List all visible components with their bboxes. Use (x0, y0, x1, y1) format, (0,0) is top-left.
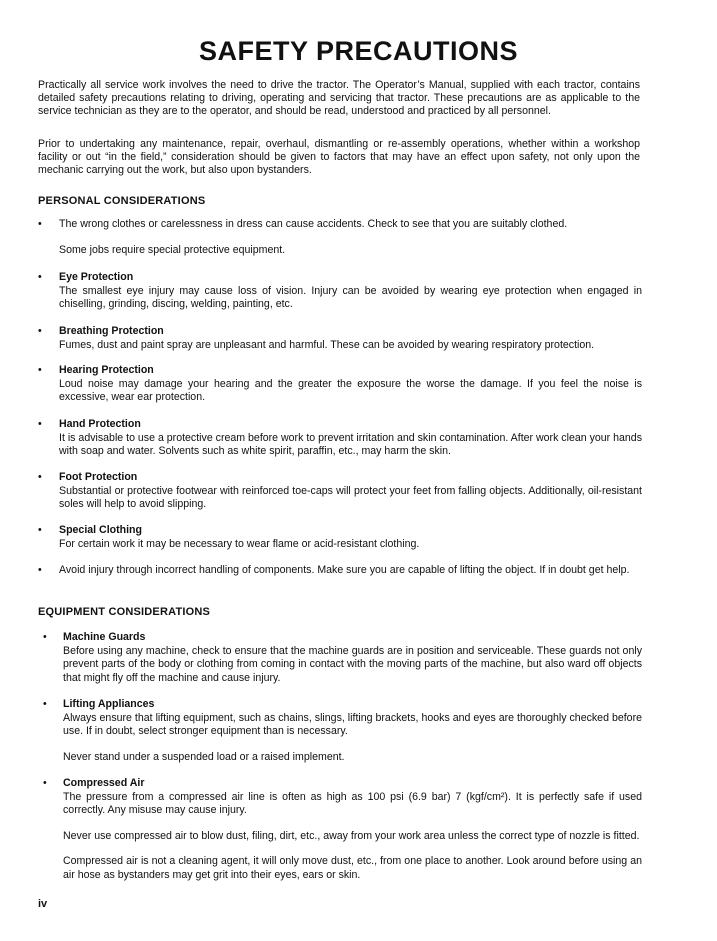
bullet-icon: • (43, 698, 47, 710)
bullet-icon: • (43, 631, 47, 643)
item-text: The wrong clothes or carelessness in dress can cause accidents. Check to see that you are suitably clothed. (59, 218, 568, 230)
bullet-icon: • (38, 524, 42, 536)
item-heading: Special Clothing (59, 524, 142, 536)
page-number: iv (38, 898, 48, 910)
item-note: Never stand under a suspended load or a raised implement. (63, 750, 345, 763)
item-note: Never use compressed air to blow dust, filing, dirt, etc., away from your work area unless the correct type of nozzle is fitted. (63, 829, 640, 842)
item-heading: Machine Guards (63, 631, 146, 643)
bullet-icon: • (38, 364, 42, 376)
item-heading: Foot Protection (59, 471, 138, 483)
item-text: Fumes, dust and paint spray are unpleasant and harmful. These can be avoided by wearing respiratory protection. (59, 338, 595, 351)
bullet-icon: • (38, 418, 42, 430)
item-heading: Hand Protection (59, 418, 141, 430)
item-heading: Breathing Protection (59, 325, 164, 337)
item-text: Substantial or protective footwear with reinforced toe-caps will protect your feet from falling objects. Additionally, oil-resistant soles will help to avoid slipping. (59, 484, 642, 510)
intro-paragraph-2: Prior to undertaking any maintenance, repair, overhaul, dismantling or re-assembly operations, whether within a workshop facility or out “in the field,” consideration should be given to factors that may have an effect upon safety, not only upon the mechanic carrying out the work, but also upon bystanders. (38, 138, 640, 177)
section-heading-equipment: EQUIPMENT CONSIDERATIONS (38, 606, 211, 618)
section-heading-personal: PERSONAL CONSIDERATIONS (38, 195, 206, 207)
bullet-icon: • (38, 271, 42, 283)
item-text: Before using any machine, check to ensure that the machine guards are in position and serviceable. These guards not only prevent parts of the body or clothing from coming in contact with the moving parts of the machine, but also ward off objects that might fly off the machine and cause injury. (63, 644, 642, 684)
item-text: Loud noise may damage your hearing and the greater the exposure the worse the damage. If you feel the noise is excessive, wear ear protection. (59, 377, 642, 403)
bullet-icon: • (38, 564, 42, 576)
item-heading: Lifting Appliances (63, 698, 155, 710)
item-text: It is advisable to use a protective cream before work to prevent irritation and skin contamination. After work clean your hands with soap and water. Solvents such as white spirit, paraffin, etc., may harm the skin. (59, 431, 642, 457)
item-note: Compressed air is not a cleaning agent, it will only move dust, etc., from one place to another. Look around before using an air hose as bystanders may get grit into their eyes, ears or skin. (63, 855, 642, 881)
item-heading: Eye Protection (59, 271, 134, 283)
bullet-icon: • (43, 777, 47, 789)
item-text: Always ensure that lifting equipment, such as chains, slings, lifting brackets, hooks and eyes are thoroughly checked before use. If in doubt, select stronger equipment than is necessary. (63, 711, 642, 737)
bullet-icon: • (38, 471, 42, 483)
item-text: For certain work it may be necessary to wear flame or acid-resistant clothing. (59, 537, 420, 550)
item-text: The pressure from a compressed air line is often as high as 100 psi (6.9 bar) 7 (kgf/cm²). It is perfectly safe if used correctly. Any misuse may cause injury. (63, 790, 642, 816)
item-heading: Compressed Air (63, 777, 145, 789)
item-heading: Hearing Protection (59, 364, 154, 376)
bullet-icon: • (38, 325, 42, 337)
item-text: The smallest eye injury may cause loss of vision. Injury can be avoided by wearing eye protection when engaged in chiselling, grinding, discing, welding, painting, etc. (59, 284, 642, 310)
item-text: Avoid injury through incorrect handling of components. Make sure you are capable of lifting the object. If in doubt get help. (59, 564, 630, 576)
bullet-icon: • (38, 218, 42, 230)
item-note: Some jobs require special protective equipment. (59, 243, 286, 256)
intro-paragraph-1: Practically all service work involves the need to drive the tractor. The Operator’s Manual, supplied with each tractor, contains detailed safety precautions relating to driving, operating and servicing that tractor. These precautions are as applicable to the service technician as they are to the operator, and should be read, understood and practiced by all personnel. (38, 79, 640, 118)
page-title: SAFETY PRECAUTIONS (198, 36, 519, 66)
